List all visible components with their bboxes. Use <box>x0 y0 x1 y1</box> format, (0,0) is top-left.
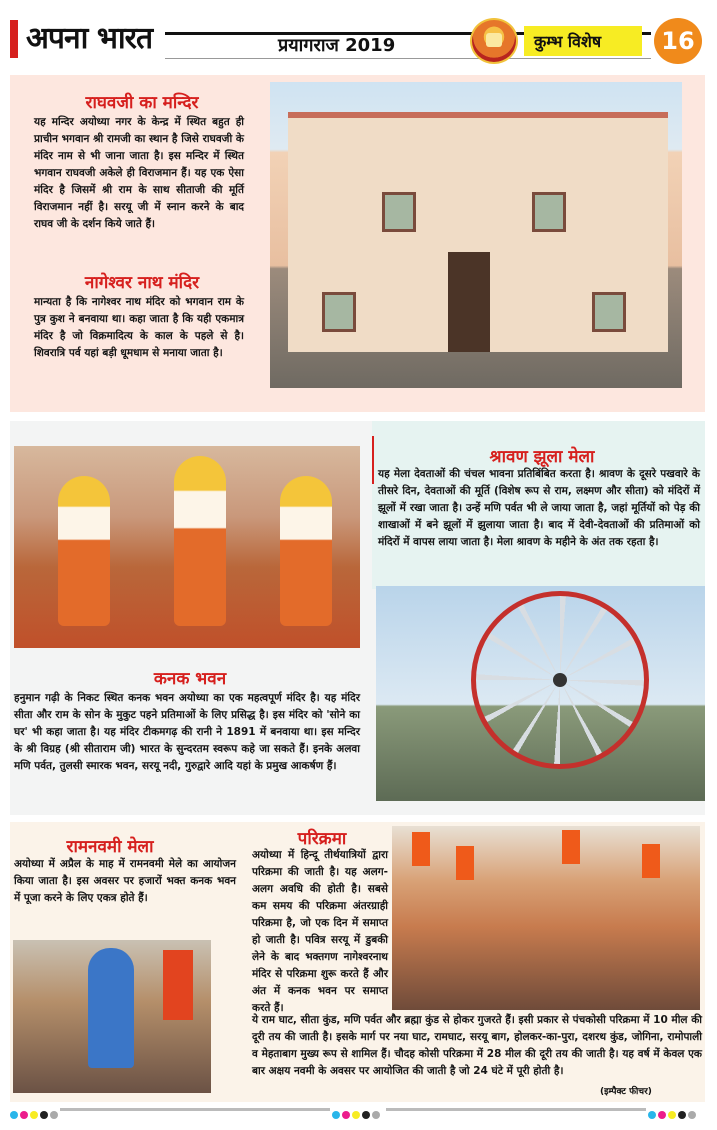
photo-ferris-wheel <box>376 586 705 801</box>
idol-figure <box>280 476 332 626</box>
text-shravan: यह मेला देवताओं की चंचल भावना प्रतिबिंबित करता है। श्रावण के दूसरे पखवारे के तीसरे दिन, देवताओं की मूर्ति (विशेष रूप से राम, लक्ष्मण और सीता) को मंदिरों में झूलों में रखा जाता है। उन्हें मणि पर्वत भी ले जाया जाता है, जहां मूर्तियों को पेड़ की शाखाओं में बने झूलों में झुलाया जाता है। बाद में देवी-देवताओं की प्रतिमाओं को मंदिरों में वापस लाया जाता है। मेला श्रावण के महीने के अंत तक रहता है। <box>378 468 700 548</box>
registration-marks <box>648 1104 698 1114</box>
wheel-hub <box>553 673 567 687</box>
header-accent-bar <box>10 20 18 58</box>
temple-door <box>448 252 490 352</box>
saffron-flag <box>163 950 193 1020</box>
idol-figure <box>174 456 226 626</box>
idol-figure <box>58 476 110 626</box>
header-rule-thin <box>165 58 651 59</box>
feature-credit: (इम्पैक्ट फीचर) <box>600 1087 652 1097</box>
footer-rule <box>386 1108 646 1111</box>
footer-rule <box>60 1108 330 1111</box>
temple-window <box>592 292 626 332</box>
saffron-flag <box>642 844 660 878</box>
text-parikrama: अयोध्या में हिन्दू तीर्थयात्रियों द्वारा परिक्रमा की जाती है। यह अलग-अलग अवधि की होती है। सबसे कम समय की परिक्रमा अंतरग्राही परिक्रमा है, जो एक दिन में समाप्त हो जाती है। पवित्र सरयू में डुबकी लेने के बाद भक्तगण नागेश्वरनाथ मंदिर से परिक्रमा शुरू करते हैं और अंत में कनक भवन पर समाप्त करते हैं। <box>252 849 388 1014</box>
registration-marks <box>10 1104 60 1114</box>
special-label: कुम्भ विशेष <box>524 26 642 56</box>
saffron-flag <box>562 830 580 864</box>
saffron-flag <box>412 832 430 866</box>
shravan-accent-bar <box>372 436 374 484</box>
photo-ramnavami <box>13 940 211 1093</box>
text-raghav: यह मन्दिर अयोध्या नगर के केन्द्र में स्थित बहुत ही प्राचीन भगवान श्री रामजी का स्थान है जिसे राघवजी के मंदिर नाम से भी जाना जाता है। इस मन्दिर में स्थित भगवान राघवजी अकेले ही विराजमान हैं। यह एक ऐसा मंदिर है जिसमें श्री राम के साथ सीताजी की मूर्ति विराजमान नहीं है। सरयू जी में स्नान करने के बाद राघव जी के दर्शन किये जाते हैं। <box>34 116 244 230</box>
city-year: प्रयागराज 2019 <box>278 35 396 56</box>
text-parikrama-wide: ये राम घाट, सीता कुंड, मणि पर्वत और ब्रह्मा कुंड से होकर गुजरते हैं। इसी प्रकार से पंचकोसी परिक्रमा में 10 मील की दूरी तय की जाती है। इसके मार्ग पर नया घाट, रामघाट, सरयू बाग, होलकर-का-पुरा, दशरथ कुंड, जोगिना, रामोपाली व मेहताबाग मुख्य रूप से शामिल हैं। चौदह कोसी परिक्रमा में 28 मील की दूरी तय की जाती है। यह वर्ष में केवल एक बार अक्षय नवमी के अवसर पर आयोजित की जाती है जो 24 घंटे में पूरी होती है। <box>252 1014 702 1077</box>
photo-parikrama-crowd <box>392 826 700 1010</box>
saffron-flag <box>456 846 474 880</box>
text-nageshwar: मान्यता है कि नागेश्वर नाथ मंदिर को भगवान राम के पुत्र कुश ने बनवाया था। कहा जाता है कि यही एकमात्र मंदिर है जो विक्रमादित्य के काल के पहले से है। शिवरात्रि पर्व यहां बड़ी धूमधाम से मनाया जाता है। <box>34 296 244 359</box>
logo-temple-icon <box>486 33 502 47</box>
heading-kanak: कनक भवन <box>153 669 227 689</box>
heading-ramnavami: रामनवमी मेला <box>66 837 154 857</box>
lord-ram-figure <box>88 948 134 1068</box>
temple-window <box>382 192 416 232</box>
photo-raghav-temple <box>270 82 682 388</box>
registration-marks <box>332 1104 382 1114</box>
heading-shravan: श्रावण झूला मेला <box>489 447 595 467</box>
heading-parikrama: परिक्रमा <box>297 829 347 849</box>
temple-window <box>322 292 356 332</box>
heading-nageshwar: नागेश्वर नाथ मंदिर <box>84 273 200 293</box>
text-ramnavami: अयोध्या में अप्रैल के माह में रामनवमी मेले का आयोजन किया जाता है। इस अवसर पर हजारों भक्त कनक भवन में पूजा करने के लिए एकत्र होते हैं। <box>14 858 236 904</box>
text-kanak: हनुमान गढ़ी के निकट स्थित कनक भवन अयोध्या का एक महत्वपूर्ण मंदिर है। यह मंदिर सीता और राम के सोन के मुकुट पहने प्रतिमाओं के लिए प्रसिद्ध है। इस मंदिर को 'सोने का घर' भी कहा जाता है। यह मंदिर टीकमगढ़ की रानी ने 1891 में बनवाया था। इस मन्दिर के श्री विग्रह (श्री सीताराम जी) भारत के सुन्दरतम स्वरूप कहे जा सकते हैं। इनके अलवा मणि पर्वत, तुलसी स्मारक भवन, सरयू नदी, गुरुद्वारे आदि यहां के प्रमुख आकर्षण हैं। <box>14 692 360 772</box>
page-number: 16 <box>654 18 702 64</box>
temple-window <box>532 192 566 232</box>
masthead: अपना भारत <box>26 21 153 56</box>
photo-kanak-idols <box>14 446 360 648</box>
heading-raghav: राघवजी का मन्दिर <box>85 93 199 113</box>
